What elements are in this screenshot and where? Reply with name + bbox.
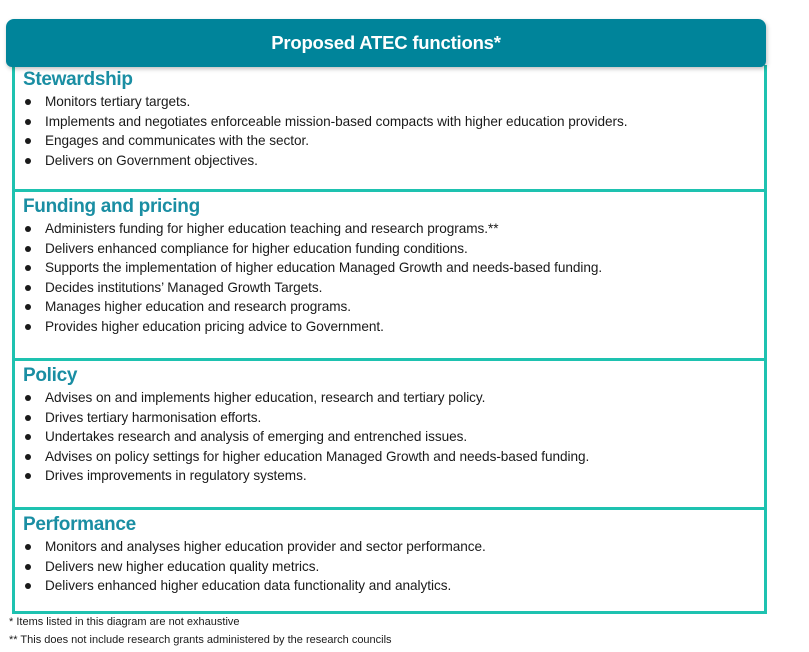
list-item [23,557,764,577]
section-performance [15,507,764,614]
list-item [23,258,764,278]
list-item [23,239,764,259]
bullet-icon [25,226,31,232]
section-stewardship [15,65,764,189]
item-text: Delivers enhanced compliance for higher education funding conditions. [45,240,468,256]
item-text: Decides institutions’ Managed Growth Targets. [45,279,323,295]
item-text: Undertakes research and analysis of emerging and entrenched issues. [45,429,468,444]
list-item [23,297,764,317]
item-list [15,219,764,336]
item-text: Administers funding for higher education teaching and research programs.** [45,221,499,236]
functions-box [12,65,767,614]
item-text: Supports the implementation of higher education Managed Growth and needs-based funding. [45,260,603,275]
section-title: Stewardship [23,69,133,90]
item-text: Drives tertiary harmonisation efforts. [45,409,262,425]
list-item [23,576,764,596]
item-text: Monitors and analyses higher education provider and sector performance. [45,539,486,554]
bullet-icon [25,395,31,401]
footnote-not-exhaustive: * Items listed in this diagram are not exhaustive [9,616,240,628]
list-item [23,408,764,428]
bullet-icon [25,583,31,589]
bullet-icon [25,544,31,550]
list-item [23,537,764,557]
diagram-header [6,19,766,67]
bullet-icon [25,246,31,252]
bullet-icon [25,434,31,440]
bullet-icon [25,99,31,105]
item-text: Delivers on Government objectives. [45,152,258,168]
item-text: Advises on policy settings for higher education Managed Growth and needs-based funding. [45,448,590,464]
section-title: Funding and pricing [23,196,200,217]
item-text: Implements and negotiates enforceable mission-based compacts with higher education providers. [45,113,628,129]
list-item [23,278,764,298]
item-list [15,388,764,486]
list-item [23,219,764,239]
section-title: Performance [23,514,136,535]
item-text: Monitors tertiary targets. [45,94,191,109]
item-text: Delivers enhanced higher education data functionality and analytics. [45,578,452,593]
item-list [15,92,764,170]
list-item [23,131,764,151]
bullet-icon [25,285,31,291]
item-text: Engages and communicates with the sector. [45,133,309,148]
item-text: Drives improvements in regulatory systems. [45,468,307,483]
list-item [23,447,764,467]
list-item [23,151,764,171]
item-list [15,537,764,596]
item-text: Delivers new higher education quality metrics. [45,558,320,574]
bullet-icon [25,415,31,421]
diagram-title: Proposed ATEC functions* [271,32,501,53]
bullet-icon [25,454,31,460]
list-item [23,112,764,132]
list-item [23,466,764,486]
bullet-icon [25,265,31,271]
bullet-icon [25,324,31,330]
item-text: Provides higher education pricing advice to Government. [45,318,384,334]
section-title: Policy [23,365,78,386]
footnote-research-grants: ** This does not include research grants administered by the research councils [9,634,392,646]
bullet-icon [25,304,31,310]
bullet-icon [25,564,31,570]
item-text: Manages higher education and research programs. [45,299,351,314]
section-policy [15,358,764,510]
list-item [23,92,764,112]
bullet-icon [25,138,31,144]
list-item [23,388,764,408]
list-item [23,317,764,337]
item-text: Advises on and implements higher education, research and tertiary policy. [45,390,486,405]
list-item [23,427,764,447]
section-funding-and-pricing [15,189,764,361]
bullet-icon [25,473,31,479]
bullet-icon [25,158,31,164]
bullet-icon [25,119,31,125]
